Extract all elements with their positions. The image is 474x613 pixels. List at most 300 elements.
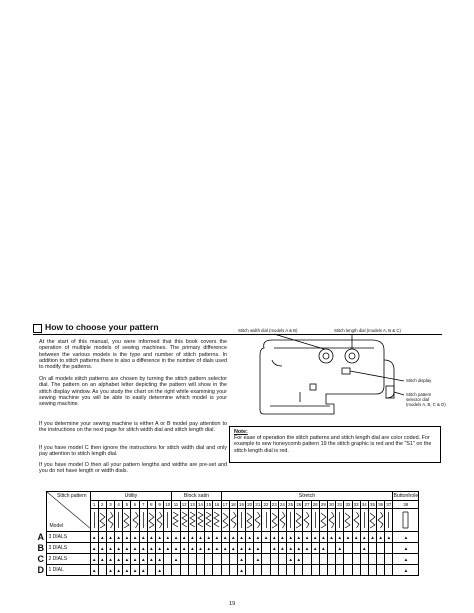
stitch-pattern-icon: [319, 509, 327, 532]
availability-cell: [188, 532, 196, 543]
availability-cell: [393, 532, 419, 543]
label-width-dial: Stitch width dial (models A & B): [238, 328, 298, 333]
availability-cell: [246, 543, 254, 554]
table-symbol-row: [36, 509, 419, 532]
triangle-mark-icon: ▲: [91, 545, 97, 551]
availability-cell: [311, 532, 319, 543]
stitch-glyph: [354, 512, 359, 528]
pattern-number: 27: [304, 502, 310, 507]
pattern-number: 37: [386, 502, 392, 507]
availability-cell: [90, 532, 98, 543]
triangle-mark-icon: ▲: [132, 545, 138, 551]
availability-cell: [237, 565, 245, 576]
availability-cell: [106, 543, 114, 554]
triangle-mark-icon: ▲: [378, 534, 383, 540]
model-dials: 3 DIALS: [46, 532, 90, 543]
stitch-pattern-icon: [377, 509, 385, 532]
availability-cell: [270, 554, 278, 565]
stitch-glyph: [296, 513, 301, 528]
availability-cell: [254, 565, 262, 576]
availability-cell: [344, 543, 352, 554]
availability-cell: [98, 565, 106, 576]
availability-cell: [311, 554, 319, 565]
availability-cell: [287, 554, 295, 565]
availability-cell: [147, 543, 155, 554]
availability-cell: [106, 565, 114, 576]
availability-cell: [319, 532, 327, 543]
availability-cell: [106, 554, 114, 565]
triangle-mark-icon: ▲: [304, 534, 310, 540]
availability-cell: [221, 554, 229, 565]
availability-cell: [319, 554, 327, 565]
model-letter: B: [37, 543, 44, 553]
availability-cell: [295, 543, 303, 554]
availability-cell: [336, 554, 344, 565]
model-dials: 2 DIALS: [46, 554, 90, 565]
triangle-mark-icon: ▲: [132, 567, 138, 573]
triangle-mark-icon: ▲: [280, 545, 285, 551]
label-stitch-display: Stitch display: [406, 378, 432, 383]
stitch-glyph: [329, 512, 334, 528]
availability-cell: [229, 532, 237, 543]
triangle-mark-icon: ▲: [116, 534, 121, 540]
triangle-mark-icon: ▲: [165, 545, 171, 551]
triangle-mark-icon: ▲: [239, 567, 244, 573]
stitch-pattern-icon: [123, 509, 131, 532]
stitch-glyph: [247, 513, 252, 528]
stitch-pattern-icon: [385, 509, 393, 532]
availability-cell: [327, 565, 335, 576]
stitch-glyph: [149, 513, 154, 528]
availability-cell: [106, 532, 114, 543]
availability-cell: [352, 565, 360, 576]
label-selector-line2: selector dial: [406, 397, 429, 402]
availability-cell: [221, 532, 229, 543]
triangle-mark-icon: ▲: [353, 534, 359, 540]
availability-cell: [172, 554, 180, 565]
triangle-mark-icon: ▲: [288, 545, 293, 551]
availability-cell: [352, 554, 360, 565]
triangle-mark-icon: ▲: [255, 556, 261, 562]
availability-cell: [270, 543, 278, 554]
triangle-mark-icon: ▲: [173, 556, 179, 562]
stitch-glyph: [198, 512, 203, 527]
stitch-pattern-icon: [287, 509, 295, 532]
availability-cell: [278, 543, 286, 554]
stitch-pattern-icon: [205, 509, 213, 532]
pattern-number: 4: [115, 501, 123, 509]
availability-cell: [131, 554, 139, 565]
availability-cell: [156, 565, 164, 576]
pattern-number: 21: [255, 502, 261, 507]
stitch-glyph: [255, 512, 260, 528]
availability-cell: [139, 543, 147, 554]
availability-cell: [311, 543, 319, 554]
stitch-pattern-icon: [303, 509, 311, 532]
stitch-glyph: [108, 512, 113, 528]
group-buttonhole: Buttonhole: [393, 493, 419, 499]
stitch-glyph: [223, 513, 228, 528]
availability-cell: [205, 565, 213, 576]
stitch-pattern-icon: [196, 509, 204, 532]
group-utility: Utility: [90, 492, 172, 501]
table-row: [36, 565, 419, 576]
table-corner-spacer: [36, 492, 46, 532]
stitch-pattern-icon: [270, 509, 278, 532]
stitch-pattern-icon: [131, 509, 139, 532]
availability-cell: [90, 554, 98, 565]
availability-cell: [327, 532, 335, 543]
triangle-mark-icon: ▲: [296, 545, 302, 551]
availability-cell: [131, 543, 139, 554]
triangle-mark-icon: ▲: [173, 534, 179, 540]
table-group-row: [36, 492, 419, 501]
triangle-mark-icon: ▲: [280, 534, 285, 540]
availability-cell: [188, 543, 196, 554]
triangle-mark-icon: ▲: [149, 545, 154, 551]
stitch-pattern-icon: [106, 509, 114, 532]
availability-cell: [303, 554, 311, 565]
availability-cell: [98, 532, 106, 543]
group-block-satin: Block satin: [172, 492, 221, 501]
triangle-mark-icon: ▲: [206, 545, 211, 551]
availability-cell: [188, 554, 196, 565]
availability-cell: [131, 565, 139, 576]
availability-cell: [139, 554, 147, 565]
availability-cell: [115, 554, 123, 565]
pattern-number: 8: [147, 501, 155, 509]
availability-cell: [278, 532, 286, 543]
triangle-mark-icon: ▲: [116, 545, 121, 551]
availability-cell: [311, 565, 319, 576]
pattern-number: 1: [90, 501, 98, 509]
availability-cell: [262, 554, 270, 565]
stitch-pattern-icon: [164, 509, 172, 532]
availability-cell: [336, 543, 344, 554]
pattern-number: 25: [288, 502, 294, 507]
stitch-glyph: [280, 512, 285, 528]
availability-cell: [336, 532, 344, 543]
availability-cell: [188, 565, 196, 576]
availability-cell: [319, 543, 327, 554]
stitch-glyph: [206, 512, 211, 527]
availability-cell: [147, 554, 155, 565]
pattern-number: 11: [173, 502, 179, 507]
triangle-mark-icon: ▲: [231, 534, 236, 540]
availability-cell: [303, 543, 311, 554]
stitch-pattern-icon: [295, 509, 303, 532]
triangle-mark-icon: ▲: [100, 534, 105, 540]
stitch-pattern-icon: [352, 509, 360, 532]
stitch-pattern-icon: [156, 509, 164, 532]
availability-cell: [147, 565, 155, 576]
table-row: [36, 532, 419, 543]
stitch-pattern-icon: [262, 509, 270, 532]
stitch-glyph: [190, 512, 195, 527]
availability-cell: [254, 543, 262, 554]
note-heading: Note:: [234, 429, 248, 435]
triangle-mark-icon: ▲: [288, 534, 293, 540]
availability-cell: [254, 554, 262, 565]
stitch-pattern-icon: [115, 509, 123, 532]
triangle-mark-icon: ▲: [190, 545, 195, 551]
stitch-glyph: [378, 512, 383, 528]
pattern-number: 5: [123, 501, 131, 509]
triangle-mark-icon: ▲: [149, 534, 154, 540]
triangle-mark-icon: ▲: [247, 545, 252, 551]
pattern-number: 38: [393, 501, 419, 509]
triangle-mark-icon: ▲: [108, 556, 113, 562]
availability-cell: [213, 532, 221, 543]
triangle-mark-icon: ▲: [312, 545, 318, 551]
triangle-mark-icon: ▲: [329, 534, 334, 540]
availability-cell: [368, 543, 376, 554]
availability-cell: [360, 532, 368, 543]
stitch-pattern-icon: [98, 509, 106, 532]
pattern-number: 34: [361, 502, 367, 507]
availability-cell: [368, 554, 376, 565]
triangle-mark-icon: ▲: [271, 534, 277, 540]
availability-cell: [205, 532, 213, 543]
triangle-mark-icon: ▲: [222, 545, 228, 551]
availability-cell: [196, 565, 204, 576]
triangle-mark-icon: ▲: [214, 545, 220, 551]
triangle-mark-icon: ▲: [91, 567, 97, 573]
availability-cell: [246, 565, 254, 576]
availability-cell: [221, 565, 229, 576]
availability-cell: [164, 532, 172, 543]
stitch-glyph: [345, 513, 350, 528]
stitch-pattern-icon: [188, 509, 196, 532]
table-row: [36, 543, 419, 554]
availability-cell: [368, 565, 376, 576]
stitch-pattern-icon: [368, 509, 376, 532]
triangle-mark-icon: ▲: [231, 545, 236, 551]
paragraph-model-c: If you have model C then ignore the instructions for stitch width dial and only pay attention to stitch length dial.: [39, 445, 227, 458]
stitch-pattern-icon: [393, 509, 419, 532]
availability-cell: [139, 565, 147, 576]
stitch-glyph: [124, 513, 129, 528]
availability-cell: [360, 543, 368, 554]
availability-cell: [115, 532, 123, 543]
pattern-number: 26: [296, 502, 302, 507]
page-number: 19: [229, 601, 236, 607]
triangle-mark-icon: ▲: [157, 545, 162, 551]
stitch-pattern-icon: [237, 509, 245, 532]
triangle-mark-icon: ▲: [108, 545, 113, 551]
availability-cell: [262, 565, 270, 576]
availability-cell: [270, 565, 278, 576]
availability-cell: [360, 565, 368, 576]
availability-cell: [377, 532, 385, 543]
stitch-glyph: [321, 513, 326, 528]
pattern-number: 31: [337, 502, 343, 507]
pattern-number: 24: [279, 502, 285, 507]
triangle-mark-icon: ▲: [345, 534, 351, 540]
availability-cell: [229, 554, 237, 565]
triangle-mark-icon: ▲: [403, 556, 409, 562]
triangle-mark-icon: ▲: [263, 534, 269, 540]
triangle-mark-icon: ▲: [132, 534, 138, 540]
availability-cell: [131, 532, 139, 543]
triangle-mark-icon: ▲: [296, 556, 302, 562]
availability-cell: [196, 543, 204, 554]
availability-cell: [213, 554, 221, 565]
stitch-pattern-icon: [344, 509, 352, 532]
availability-cell: [213, 543, 221, 554]
triangle-mark-icon: ▲: [403, 567, 409, 573]
triangle-mark-icon: ▲: [362, 545, 367, 551]
pattern-number: 3: [106, 501, 114, 509]
pattern-number: 19: [239, 502, 244, 507]
availability-cell: [385, 543, 393, 554]
triangle-mark-icon: ▲: [91, 556, 97, 562]
availability-cell: [123, 532, 131, 543]
availability-cell: [246, 554, 254, 565]
pattern-number: 14: [198, 502, 203, 507]
pattern-number: 2: [98, 501, 106, 509]
availability-cell: [90, 565, 98, 576]
stitch-pattern-icon: [278, 509, 286, 532]
triangle-mark-icon: ▲: [288, 556, 293, 562]
pattern-number: 17: [222, 502, 228, 507]
triangle-mark-icon: ▲: [362, 534, 367, 540]
triangle-mark-icon: ▲: [140, 567, 146, 573]
triangle-mark-icon: ▲: [255, 545, 261, 551]
stitch-pattern-icon: [213, 509, 221, 532]
availability-cell: [270, 532, 278, 543]
triangle-mark-icon: ▲: [239, 534, 244, 540]
triangle-mark-icon: ▲: [247, 534, 252, 540]
availability-cell: [123, 554, 131, 565]
availability-cell: [229, 543, 237, 554]
availability-cell: [98, 543, 106, 554]
triangle-mark-icon: ▲: [91, 534, 97, 540]
availability-cell: [368, 532, 376, 543]
stitch-glyph: [214, 512, 219, 527]
triangle-mark-icon: ▲: [181, 534, 187, 540]
availability-cell: [172, 543, 180, 554]
availability-cell: [336, 565, 344, 576]
stitch-glyph: [370, 513, 375, 528]
triangle-mark-icon: ▲: [100, 556, 105, 562]
triangle-mark-icon: ▲: [239, 556, 244, 562]
stitch-glyph: [100, 513, 105, 528]
availability-cell: [123, 565, 131, 576]
pattern-number: 18: [230, 502, 236, 507]
availability-cell: [156, 543, 164, 554]
paragraph-model-ab: If you determine your sewing machine is either A or B model pay attention to the instructions on the next page for stitch width dial and stitch length dial.: [39, 421, 227, 434]
pattern-number: 12: [181, 502, 187, 507]
triangle-mark-icon: ▲: [173, 545, 179, 551]
triangle-mark-icon: ▲: [296, 534, 302, 540]
triangle-mark-icon: ▲: [337, 534, 342, 540]
triangle-mark-icon: ▲: [403, 534, 409, 540]
label-length-dial: Stitch length dial (models A, B & C): [334, 328, 401, 333]
availability-cell: [344, 565, 352, 576]
triangle-mark-icon: ▲: [190, 534, 195, 540]
table-corner-header: [46, 492, 90, 532]
availability-cell: [393, 565, 419, 576]
triangle-mark-icon: ▲: [370, 534, 375, 540]
triangle-mark-icon: ▲: [304, 545, 310, 551]
availability-cell: [196, 532, 204, 543]
stitch-glyph: [133, 512, 138, 528]
availability-cell: [237, 554, 245, 565]
triangle-mark-icon: ▲: [157, 534, 162, 540]
triangle-mark-icon: ▲: [124, 556, 130, 562]
triangle-mark-icon: ▲: [214, 534, 220, 540]
pattern-number: 13: [189, 502, 195, 507]
triangle-mark-icon: ▲: [181, 545, 187, 551]
availability-cell: [278, 554, 286, 565]
availability-cell: [287, 532, 295, 543]
pattern-number: 23: [271, 502, 277, 507]
model-dials: 1 DIAL: [46, 565, 90, 576]
triangle-mark-icon: ▲: [403, 545, 409, 551]
availability-cell: [172, 532, 180, 543]
group-stretch: Stretch: [221, 492, 393, 501]
availability-cell: [164, 554, 172, 565]
stitch-pattern-table: [36, 491, 419, 576]
availability-cell: [237, 543, 245, 554]
availability-cell: [221, 543, 229, 554]
availability-cell: [385, 554, 393, 565]
pattern-number: 33: [353, 502, 359, 507]
stitch-glyph: [157, 512, 162, 528]
availability-cell: [295, 554, 303, 565]
availability-cell: [115, 565, 123, 576]
availability-cell: [385, 565, 393, 576]
availability-cell: [295, 565, 303, 576]
availability-cell: [180, 543, 188, 554]
stitch-pattern-icon: [221, 509, 229, 532]
triangle-mark-icon: ▲: [149, 556, 154, 562]
triangle-mark-icon: ▲: [140, 545, 146, 551]
pattern-number: 32: [345, 502, 351, 507]
availability-cell: [393, 554, 419, 565]
triangle-mark-icon: ▲: [132, 556, 138, 562]
pattern-number: 35: [370, 502, 375, 507]
availability-cell: [262, 543, 270, 554]
availability-cell: [180, 554, 188, 565]
availability-cell: [385, 532, 393, 543]
triangle-mark-icon: ▲: [116, 556, 121, 562]
pattern-number: 16: [214, 502, 220, 507]
sewing-machine-illustration: [234, 326, 444, 426]
stitch-glyph: [272, 513, 277, 528]
availability-cell: [377, 543, 385, 554]
triangle-mark-icon: ▲: [386, 534, 392, 540]
triangle-mark-icon: ▲: [157, 556, 162, 562]
corner-model-label: Model: [49, 523, 64, 529]
triangle-mark-icon: ▲: [157, 567, 162, 573]
availability-cell: [254, 532, 262, 543]
triangle-mark-icon: ▲: [124, 567, 130, 573]
availability-cell: [237, 532, 245, 543]
availability-cell: [352, 532, 360, 543]
availability-cell: [123, 543, 131, 554]
triangle-mark-icon: ▲: [255, 534, 261, 540]
triangle-mark-icon: ▲: [124, 545, 130, 551]
availability-cell: [205, 554, 213, 565]
availability-cell: [393, 543, 419, 554]
triangle-mark-icon: ▲: [239, 545, 244, 551]
triangle-mark-icon: ▲: [321, 534, 326, 540]
availability-cell: [287, 543, 295, 554]
availability-cell: [327, 543, 335, 554]
stitch-glyph: [304, 512, 309, 528]
